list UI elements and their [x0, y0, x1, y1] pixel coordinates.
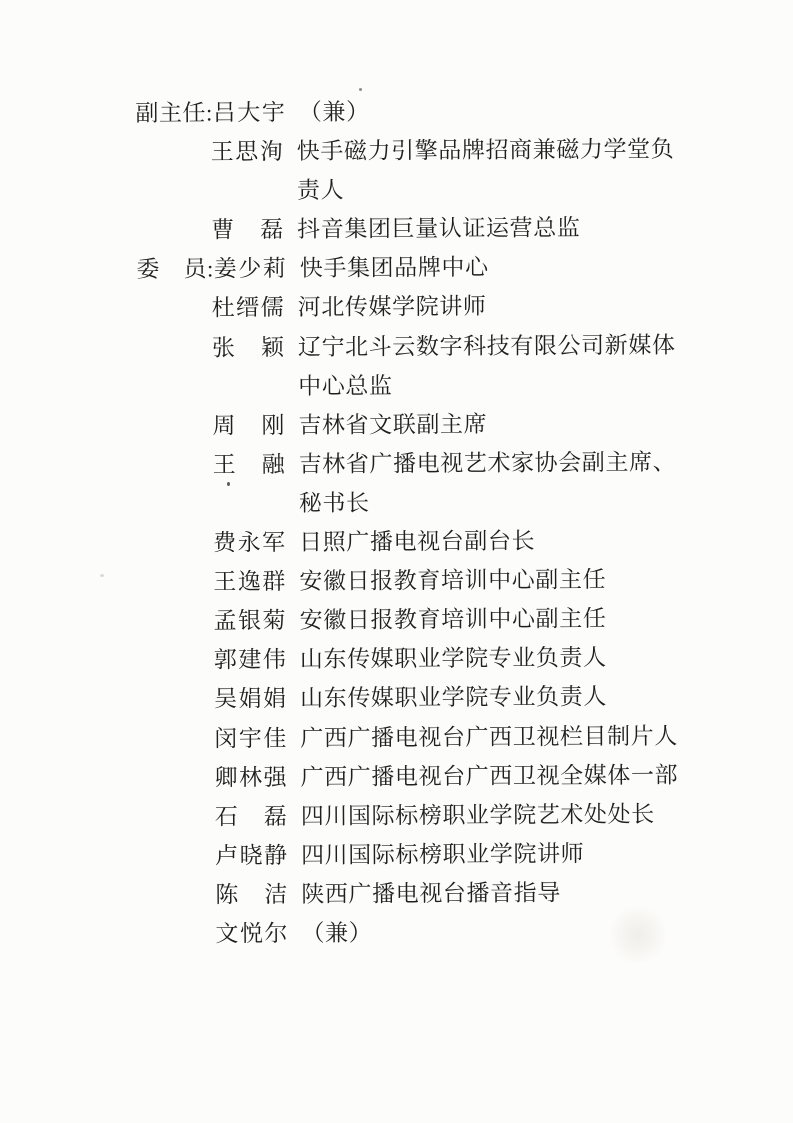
member-title: 吉林省广播电视艺术家协会副主席、 [298, 449, 677, 477]
member-name: 卢晓静 [214, 842, 289, 869]
member-name: 孟银菊 [213, 608, 288, 634]
roster-line [139, 637, 759, 680]
member-name: 周 刚 [212, 412, 286, 439]
member-name: 王逸群 [213, 569, 287, 595]
roster-line [139, 755, 759, 798]
member-title: 责人 [296, 177, 345, 204]
roster-line [138, 520, 758, 563]
roster-line [137, 286, 757, 329]
member-title: 辽宁北斗云数字科技有限公司新媒体 [297, 332, 676, 360]
member-title: 河北传媒学院讲师 [297, 294, 487, 321]
member-name: 卿林强 [214, 764, 289, 791]
roster-line [140, 794, 760, 837]
member-name: 王思洵 [210, 139, 285, 165]
member-title: 中心总监 [298, 372, 393, 399]
member-title: 四川国际标榜职业学院讲师 [300, 840, 585, 868]
member-title: 广西广播电视台广西卫视栏目制片人 [300, 723, 678, 751]
roster-line [136, 246, 756, 289]
member-name: 王 融 [212, 451, 287, 478]
member-title: 吉林省文联副主席 [298, 411, 488, 438]
member-title: （兼） [298, 99, 370, 125]
roster-line [138, 598, 758, 641]
member-title: 陕西广播电视台播音指导 [301, 880, 561, 907]
roster-line [139, 716, 759, 759]
roster-line [138, 442, 758, 485]
role-label: 委 员: [136, 256, 214, 283]
member-title: 快手磁力引擎品牌招商兼磁力学堂负 [296, 136, 675, 165]
roster-line [138, 559, 758, 602]
member-title: （兼） [301, 920, 373, 946]
member-title: 秘书长 [298, 490, 370, 516]
member-title: 快手集团品牌中心 [299, 255, 489, 282]
member-title: 安徽日报教育培训中心副主任 [299, 567, 607, 595]
roster-line-wrap [136, 168, 756, 211]
member-name [211, 191, 297, 192]
role-label: 副主任: [135, 100, 213, 126]
scan-speck [227, 482, 230, 486]
member-name: 闵宇佳 [214, 725, 288, 751]
member-name: 石 磊 [214, 803, 289, 830]
member-title: 山东传媒职业学院专业负责人 [299, 645, 607, 673]
member-name: 费永军 [213, 530, 287, 556]
roster-line [137, 403, 757, 446]
roster-line [136, 129, 756, 172]
scan-speck [100, 574, 104, 577]
member-title: 日照广播电视台副台长 [299, 528, 536, 555]
member-name: 吕大宇 [212, 99, 287, 126]
scan-speck [359, 88, 362, 91]
roster-line [140, 833, 760, 876]
scan-smudge [608, 905, 668, 965]
member-title: 安徽日报教育培训中心副主任 [299, 606, 607, 634]
member-title: 山东传媒职业学院专业负责人 [300, 684, 607, 712]
roster-line [139, 677, 759, 720]
roster-line [140, 872, 760, 915]
member-name: 文悦尔 [215, 920, 290, 947]
roster-line [136, 207, 756, 250]
roster-line-wrap [137, 364, 757, 407]
member-name: 陈 洁 [215, 881, 289, 908]
committee-roster [135, 90, 760, 954]
roster-line [137, 325, 757, 368]
member-title: 广西广播电视台广西卫视全媒体一部 [300, 762, 679, 790]
member-name [213, 503, 299, 504]
member-name: 郭建伟 [213, 647, 288, 673]
member-name [212, 386, 298, 387]
member-name: 曹 磊 [211, 217, 285, 243]
member-name: 吴娟娟 [214, 686, 288, 712]
roster-line [135, 90, 755, 133]
roster-line-wrap [138, 481, 758, 524]
member-name: 杜缙儒 [211, 295, 286, 321]
member-name: 姜少莉 [213, 256, 288, 282]
member-title: 四川国际标榜职业学院艺术处处长 [300, 801, 655, 829]
member-title: 抖音集团巨量认证运营总监 [297, 215, 581, 243]
member-name: 张 颖 [211, 334, 286, 361]
